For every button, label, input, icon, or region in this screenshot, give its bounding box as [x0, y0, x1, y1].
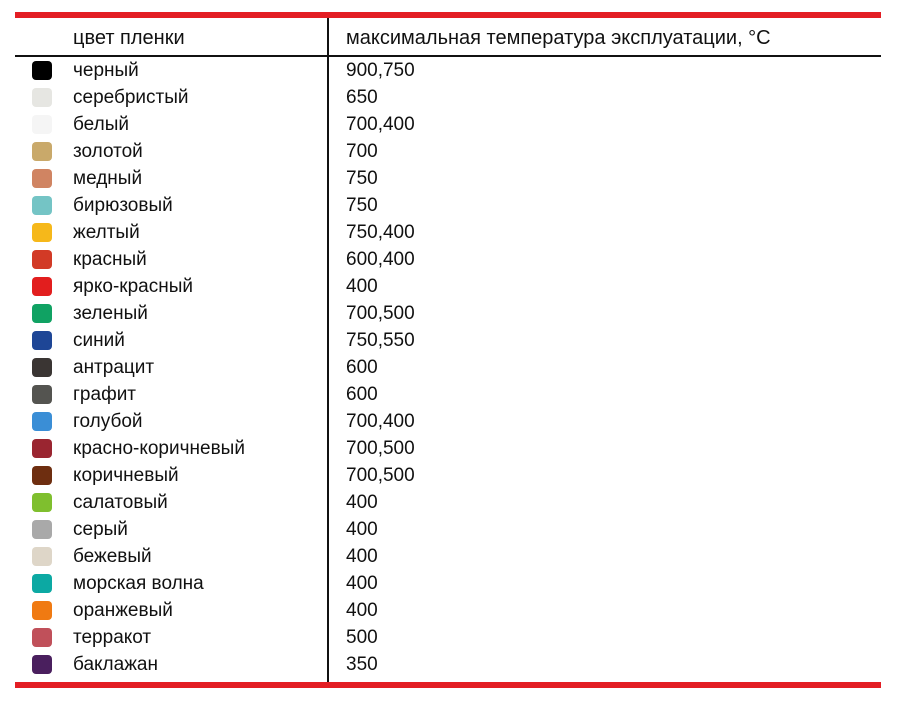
table-row — [15, 192, 881, 219]
max-temperature: 900,750 — [346, 60, 415, 81]
color-swatch — [32, 358, 52, 377]
header-film-color: цвет пленки — [73, 27, 185, 49]
max-temperature: 750 — [346, 195, 378, 216]
table-row — [15, 84, 881, 111]
color-name: антрацит — [73, 357, 155, 378]
color-swatch — [32, 223, 52, 242]
table-row — [15, 435, 881, 462]
color-swatch — [32, 196, 52, 215]
table-row — [15, 624, 881, 651]
color-swatch — [32, 142, 52, 161]
color-swatch — [32, 574, 52, 593]
table-row — [15, 111, 881, 138]
max-temperature: 700,500 — [346, 303, 415, 324]
color-swatch — [32, 304, 52, 323]
color-swatch — [32, 61, 52, 80]
max-temperature: 600,400 — [346, 249, 415, 270]
color-name: серый — [73, 519, 128, 540]
max-temperature: 750,550 — [346, 330, 415, 351]
table-row — [15, 354, 881, 381]
color-swatch — [32, 277, 52, 296]
color-swatch — [32, 520, 52, 539]
table-row — [15, 381, 881, 408]
color-name: графит — [73, 384, 137, 405]
color-name: черный — [73, 60, 139, 81]
max-temperature: 600 — [346, 384, 378, 405]
max-temperature: 400 — [346, 600, 378, 621]
table-header — [15, 18, 881, 56]
color-swatch — [32, 493, 52, 512]
color-swatch — [32, 250, 52, 269]
table-row — [15, 219, 881, 246]
table-row — [15, 300, 881, 327]
column-divider — [327, 18, 329, 682]
color-name: морская волна — [73, 573, 204, 594]
max-temperature: 600 — [346, 357, 378, 378]
color-name: бежевый — [73, 546, 152, 567]
max-temperature: 400 — [346, 519, 378, 540]
color-name: медный — [73, 168, 143, 189]
table-row — [15, 570, 881, 597]
max-temperature: 400 — [346, 276, 378, 297]
max-temperature: 400 — [346, 492, 378, 513]
max-temperature: 350 — [346, 654, 378, 675]
color-name: ярко-красный — [73, 276, 193, 297]
table-row — [15, 165, 881, 192]
max-temperature: 750,400 — [346, 222, 415, 243]
color-swatch — [32, 601, 52, 620]
max-temperature: 400 — [346, 546, 378, 567]
max-temperature: 400 — [346, 573, 378, 594]
color-name: зеленый — [73, 303, 148, 324]
color-swatch — [32, 385, 52, 404]
table-row — [15, 57, 881, 84]
color-name: золотой — [73, 141, 143, 162]
table-row — [15, 327, 881, 354]
color-name: баклажан — [73, 654, 158, 675]
header-max-temperature: максимальная температура эксплуатации, °С — [346, 27, 771, 49]
table-row — [15, 543, 881, 570]
color-swatch — [32, 115, 52, 134]
color-swatch — [32, 88, 52, 107]
max-temperature: 750 — [346, 168, 378, 189]
max-temperature: 650 — [346, 87, 378, 108]
max-temperature: 500 — [346, 627, 378, 648]
color-name: коричневый — [73, 465, 179, 486]
table-row — [15, 408, 881, 435]
table-row — [15, 489, 881, 516]
bottom-red-rule — [15, 682, 881, 688]
color-name: синий — [73, 330, 125, 351]
table-body — [15, 57, 881, 678]
color-name: красно-коричневый — [73, 438, 245, 459]
table-row — [15, 597, 881, 624]
color-swatch — [32, 655, 52, 674]
color-swatch — [32, 466, 52, 485]
color-swatch — [32, 412, 52, 431]
color-swatch — [32, 628, 52, 647]
color-name: салатовый — [73, 492, 168, 513]
max-temperature: 700,500 — [346, 465, 415, 486]
max-temperature: 700,400 — [346, 411, 415, 432]
max-temperature: 700 — [346, 141, 378, 162]
color-name: терракот — [73, 627, 152, 648]
color-name: голубой — [73, 411, 143, 432]
max-temperature: 700,400 — [346, 114, 415, 135]
table-row — [15, 246, 881, 273]
color-swatch — [32, 169, 52, 188]
color-name: белый — [73, 114, 129, 135]
color-swatch — [32, 331, 52, 350]
table-row — [15, 138, 881, 165]
color-swatch — [32, 547, 52, 566]
color-name: бирюзовый — [73, 195, 173, 216]
color-name: оранжевый — [73, 600, 173, 621]
color-name: красный — [73, 249, 147, 270]
color-name: серебристый — [73, 87, 189, 108]
table-row — [15, 516, 881, 543]
color-name: желтый — [73, 222, 140, 243]
color-swatch — [32, 439, 52, 458]
max-temperature: 700,500 — [346, 438, 415, 459]
table-row — [15, 462, 881, 489]
table-row — [15, 651, 881, 678]
table-row — [15, 273, 881, 300]
